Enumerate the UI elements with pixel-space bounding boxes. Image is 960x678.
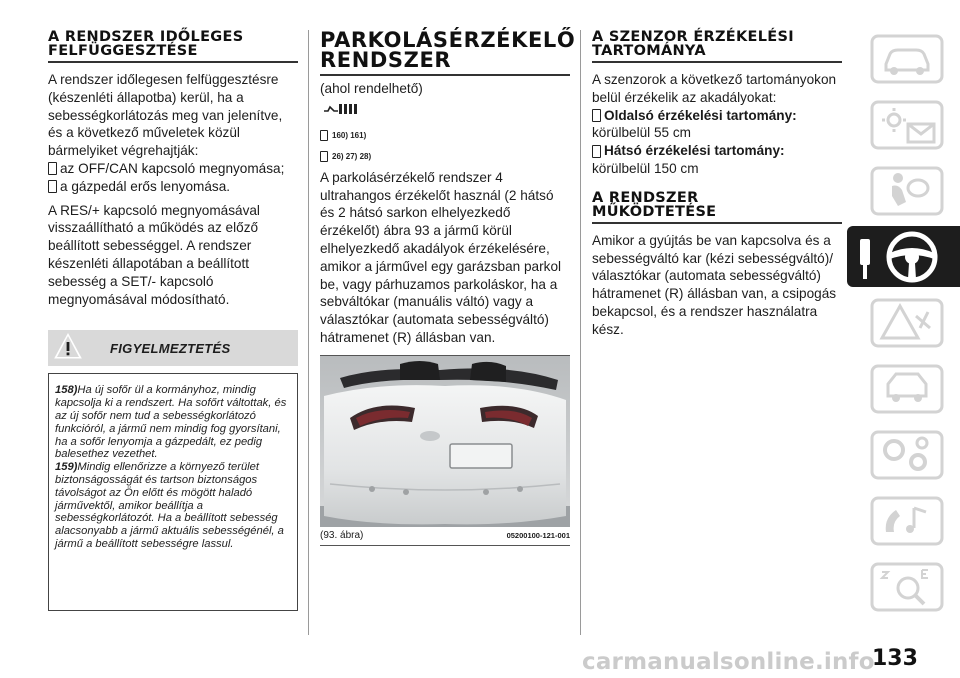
section-heading-suspension: A RENDSZER IDŐLEGES FELFÜGGESZTÉSE bbox=[48, 29, 244, 59]
figure-caption bbox=[320, 530, 570, 541]
warning-header bbox=[48, 330, 298, 366]
safety-airbag-icon bbox=[870, 166, 944, 216]
bullet-box-icon bbox=[320, 130, 328, 141]
heading-rule bbox=[592, 222, 842, 224]
operation-paragraph: Amikor a gyújtás be van kapcsolva és a sebességváltó kar (kézi sebességváltó)/ választókar (automata sebességváltó) hátramenet (R) állásban van, a csipogás bekapcsol, és a rendszer használatra kész. bbox=[592, 232, 837, 337]
bullet-box-icon bbox=[592, 109, 601, 122]
heading-rule bbox=[48, 61, 298, 63]
availability-note: (ahol rendelhető) bbox=[320, 81, 423, 96]
parking-sensor-paragraph: A parkolásérzékelő rendszer 4 ultrahangos érzékelőt használ (2 hátsó és 2 hátsó sarkon elhelyezkedő érzékelőt) ábra 93 a jármű körül elhelyezkedő akadályok érzékelésére, amikor a járművel egy garázsban parkol be, vagy párhuzamos parkoláskor, ha a sebváltókar (manuális váltó) vagy a választókar (automata sebességváltó) hátramenet (R) állásban van. bbox=[320, 169, 562, 345]
car-overview-icon bbox=[870, 34, 944, 84]
section-heading-parking-sensor: PARKOLÁSÉRZÉKELŐ RENDSZER bbox=[320, 28, 576, 72]
figure-label: (93. ábra) bbox=[320, 529, 364, 541]
site-watermark: carmanualsonline.info bbox=[582, 649, 875, 675]
rear-car-photo bbox=[320, 355, 570, 527]
chapter-nav-car-overview[interactable] bbox=[854, 28, 960, 89]
column-divider bbox=[580, 30, 581, 635]
warning-triangle-icon bbox=[54, 333, 82, 359]
technical-gears-icon bbox=[870, 430, 944, 480]
warning-159: 159)Mindig ellenőrizze a környező terület biztonságosságát és tartson biztonságos távolságot az Ön előtt és mögött haladó járművektől, amikor beállítja a sebességkorlátozót. Ha a beállított sebesség alacsonyabb a jármű aktuális sebességénél, a jármű a beállított sebességre lassul. bbox=[55, 461, 284, 550]
warning-title: FIGYELMEZTETÉS bbox=[110, 340, 231, 356]
figure-code: 05200100-121-001 bbox=[506, 530, 570, 540]
column-1 bbox=[48, 30, 298, 611]
steering-wheel-key-icon bbox=[856, 229, 952, 285]
column-2 bbox=[320, 28, 576, 546]
column-3 bbox=[592, 30, 842, 339]
page-number: 133 bbox=[872, 646, 918, 671]
optional-equipment-icon bbox=[322, 101, 358, 117]
section-heading-sensor-range: A SZENZOR ÉRZÉKELÉSI TARTOMÁNYA bbox=[592, 29, 794, 59]
figure-rule bbox=[320, 545, 570, 546]
chapter-nav-multimedia[interactable] bbox=[854, 490, 960, 551]
dashboard-warning-lights-icon bbox=[870, 100, 944, 150]
warning-box bbox=[48, 373, 298, 611]
heading-rule bbox=[592, 61, 842, 63]
rear-car-illustration bbox=[320, 356, 570, 527]
bullet-item: az OFF/CAN kapcsoló megnyomása; bbox=[48, 160, 298, 178]
chapter-nav-technical-data[interactable] bbox=[854, 424, 960, 485]
multimedia-icon bbox=[870, 496, 944, 546]
heading-rule bbox=[320, 74, 570, 76]
chapter-sidebar bbox=[854, 28, 960, 622]
range-value-side: körülbelül 55 cm bbox=[592, 125, 691, 141]
chapter-nav-starting-driving[interactable] bbox=[847, 226, 960, 287]
bullet-box-icon bbox=[48, 162, 57, 175]
alphabetical-index-icon bbox=[870, 562, 944, 612]
bullet-box-icon bbox=[48, 180, 57, 193]
range-item-rear: Hátsó érzékelési tartomány: bbox=[592, 142, 842, 160]
chapter-nav-safety[interactable] bbox=[854, 160, 960, 221]
range-value-rear: körülbelül 150 cm bbox=[592, 160, 699, 176]
section-heading-operation: A RENDSZER MŰKÖDTETÉSE bbox=[592, 189, 717, 220]
maintenance-car-icon bbox=[870, 364, 944, 414]
suspension-paragraph: A rendszer időlegesen felfüggesztésre (készenléti állapotba) kerül, ha a sebességkorlátozás meg van jelenítve, és a következő műveletek közül bármelyiket végrehajtják: bbox=[48, 72, 283, 159]
resume-paragraph: A RES/+ kapcsoló megnyomásával visszaállítható a működés az előző beállított sebességgel. A rendszer készenléti állapotában a beállított sebesség a SET/- kapcsoló megnyomásával módosítható. bbox=[48, 202, 260, 307]
bullet-box-icon bbox=[320, 151, 328, 162]
chapter-nav-dashboard[interactable] bbox=[854, 94, 960, 155]
bullet-box-icon bbox=[592, 145, 601, 158]
bullet-item: a gázpedál erős lenyomása. bbox=[48, 178, 298, 196]
sensor-range-paragraph: A szenzorok a következő tartományokon belül érzékelik az akadályokat: bbox=[592, 72, 837, 105]
chapter-nav-maintenance[interactable] bbox=[854, 358, 960, 419]
chapter-nav-index[interactable] bbox=[854, 556, 960, 617]
warning-158: 158)Ha új sofőr ül a kormányhoz, mindig kapcsolja ki a rendszert. Ha sofőrt váltottak, és az új sofőr nem tud a sebességkorlátozó funkcióról, a jármű nem mindig fog gyorsítani, ha a sofőr lenyomja a gázpedált, ez pedig balesethez vezethet. bbox=[55, 384, 287, 461]
range-item-side: Oldalsó érzékelési tartomány: bbox=[592, 107, 842, 125]
chapter-nav-emergency[interactable] bbox=[854, 292, 960, 353]
note-reference-row: 26) 27) 28) bbox=[320, 151, 570, 162]
emergency-warning-icon bbox=[870, 298, 944, 348]
warning-reference-row: 160) 161) bbox=[320, 130, 570, 141]
column-divider bbox=[308, 30, 309, 635]
